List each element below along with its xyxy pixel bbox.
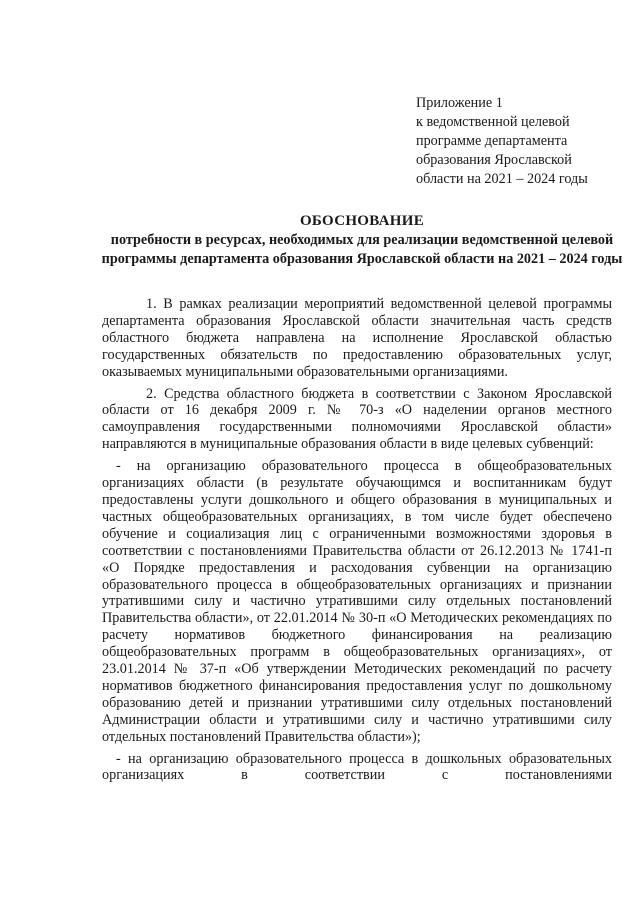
appendix-note (416, 94, 616, 189)
appendix-line: области на 2021 – 2024 годы (416, 171, 588, 187)
paragraph-2: 2. Средства областного бюджета в соответствии с Законом Ярославской области от 16 декабря 2009 г. № 70-з «О наделении органов местного самоуправления государственными полномочиями Ярославской области» направляются в муниципальные образования области в виде целевых субвенций: (102, 385, 612, 453)
appendix-line: к ведомственной целевой (416, 114, 570, 130)
document-subtitle: потребности в ресурсах, необходимых для реализации ведомственной целевой программы департамента образования Ярославской области на 2021 – 2024 годы (101, 232, 623, 267)
document-body (102, 296, 612, 789)
appendix-line: Приложение 1 (416, 95, 503, 111)
document-heading (100, 212, 624, 269)
appendix-line: образования Ярославской (416, 152, 572, 168)
paragraph-3: - на организацию образовательного процесса в общеобразовательных организациях области (в результате обучающимся и воспитанникам будут предоставлены услуги дошкольного и общего образования в муниципальных и частных общеобразовательных организациях, в том числе будет обеспечено обучение и социализация лиц с ограниченными возможностями здоровья в соответствии с постановлениями Правительства области от 26.12.2013 № 1741-п «О Порядке предоставления и расходования субвенции на организацию образовательного процесса в общеобразовательных организациях и признании утратившими силу и частично утратившими силу отдельных постановлений Правительства области», от 22.01.2014 № 30-п «О Методических рекомендациях по расчету нормативов бюджетного финансирования на реализацию общеобразовательных программ в общеобразовательных организациях», от 23.01.2014 № 37-п «Об утверждении Методических рекомендаций по расчету нормативов бюджетного финансирования предоставления услуг по дошкольному образованию детей и признании утратившими силу отдельных постановлений Администрации области и утратившими силу и частично утратившими силу отдельных постановлений Правительства области»); (102, 458, 612, 745)
appendix-line: программе департамента (416, 133, 568, 149)
paragraph-1: 1. В рамках реализации мероприятий ведомственной целевой программы департамента образования Ярославской области значительная часть средств областного бюджета направлена на исполнение Ярославской областью государственных обязательств по предоставлению образовательных услуг, оказываемых муниципальными образовательными организациями. (102, 296, 612, 380)
document-title: ОБОСНОВАНИЕ (299, 213, 425, 229)
paragraph-4: - на организацию образовательного процесса в дошкольных образовательных организациях в соответствии с постановлениями (102, 750, 612, 784)
